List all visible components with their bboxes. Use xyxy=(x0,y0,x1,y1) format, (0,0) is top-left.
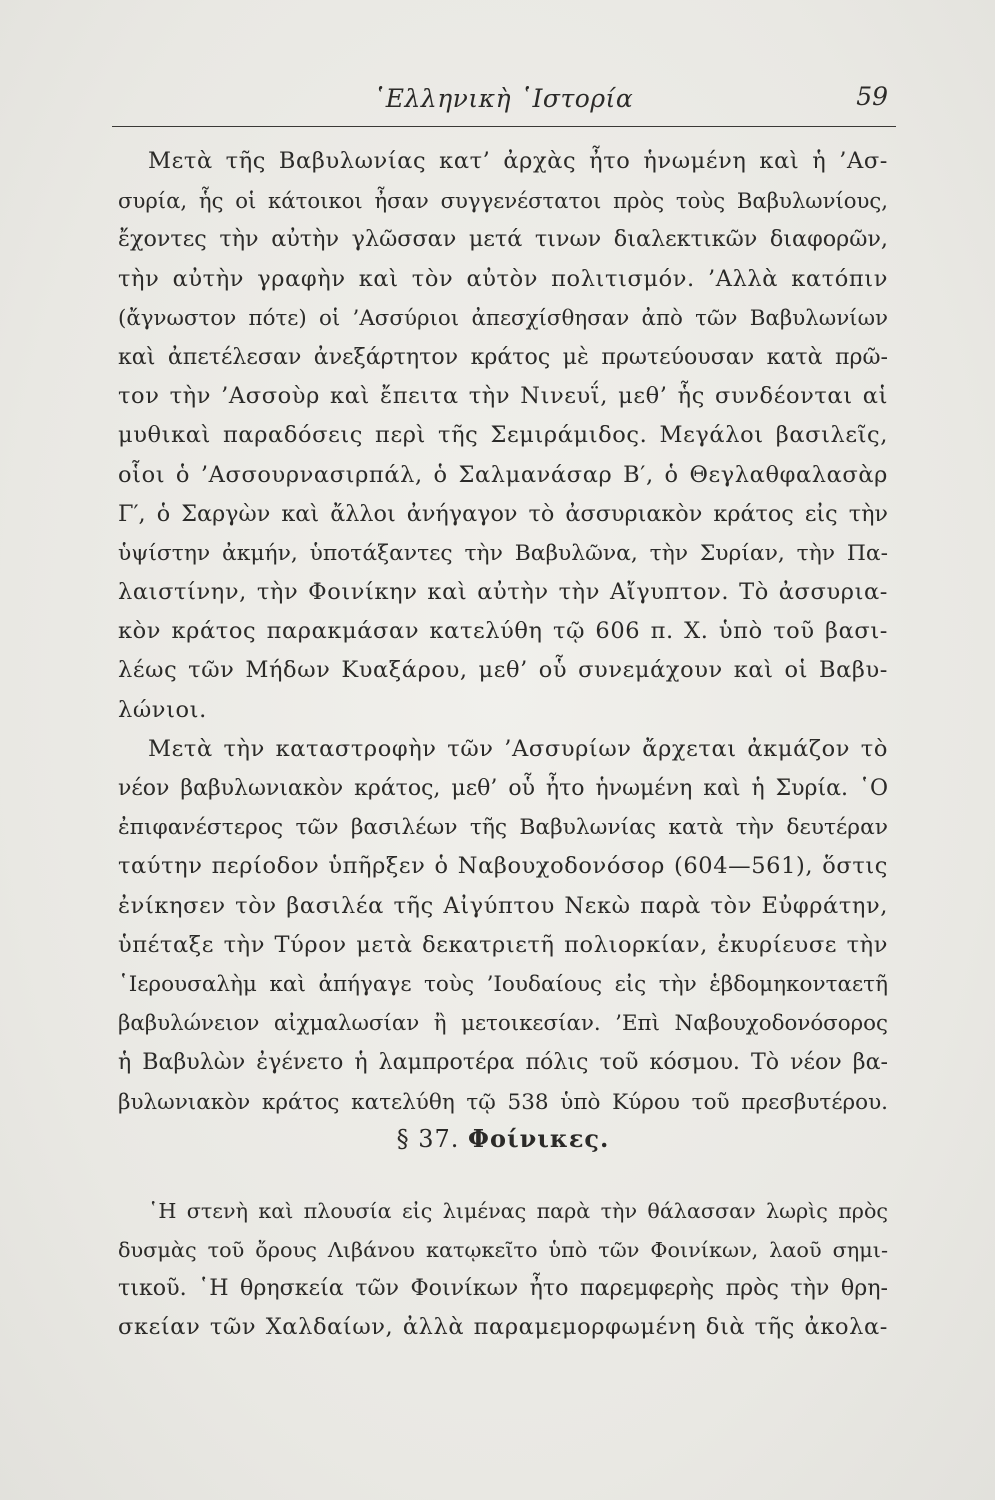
text-line: (ἄγνωστον πότε) οἱ ’Ασσύριοι ἀπεσχίσθησαν ἀπὸ τῶν Βαβυλωνίων xyxy=(118,305,888,331)
text-line: ἐνίκησεν τὸν βασιλέα τῆς Αἰγύπτου Νεκὼ παρὰ τὸν Εὐφράτην, xyxy=(118,892,888,919)
text-line: λαιστίνην, τὴν Φοινίκην καὶ αὐτὴν τὴν Αἴγυπτον. Τὸ ἀσσυρια- xyxy=(118,579,888,606)
text-line: τον τὴν ’Ασσοὺρ καὶ ἔπειτα τὴν Νινευΐ, μεθ’ ἧς συνδέονται αἱ xyxy=(118,383,888,410)
section-title: Φοίνικες. xyxy=(468,1124,610,1153)
text-line: ὑπέταξε τὴν Τύρον μετὰ δεκατριετῆ πολιορκίαν, ἐκυρίευσε τὴν xyxy=(118,931,888,958)
text-line: Γ′, ὁ Σαργὼν καὶ ἄλλοι ἀνήγαγον τὸ ἀσσυριακὸν κράτος εἰς τὴν xyxy=(118,500,888,527)
section-heading xyxy=(118,1124,888,1153)
text-line: ἡ Βαβυλὼν ἐγένετο ἡ λαμπροτέρα πόλις τοῦ κόσμου. Τὸ νέον βα- xyxy=(118,1049,888,1076)
paragraph-assyria xyxy=(118,142,888,730)
text-line: καὶ ἀπετέλεσαν ἀνεξάρτητον κράτος μὲ πρωτεύουσαν κατὰ πρῶ- xyxy=(118,343,888,370)
paragraph-neo-babylonian xyxy=(118,730,888,1122)
text-line: λώνιοι. xyxy=(118,696,207,723)
text-line: κὸν κράτος παρακμάσαν κατελύθη τῷ 606 π. Χ. ὑπὸ τοῦ βασι- xyxy=(118,618,888,645)
text-line: μυθικαὶ παραδόσεις περὶ τῆς Σεμιράμιδος. Μεγάλοι βασιλεῖς, xyxy=(118,422,888,449)
running-title: ῾Ελληνικὴ ῾Ιστορία xyxy=(372,84,634,113)
text-line: τικοῦ. ῾Η θρησκεία τῶν Φοινίκων ἦτο παρεμφερὴς πρὸς τὴν θρη- xyxy=(118,1275,888,1301)
text-line: ἐπιφανέστερος τῶν βασιλέων τῆς Βαβυλωνίας κατὰ τὴν δευτέραν xyxy=(118,815,888,841)
page-number: 59 xyxy=(856,82,888,111)
text-line: συρία, ἧς οἱ κάτοικοι ἦσαν συγγενέστατοι πρὸς τοὺς Βαβυλωνίους, xyxy=(118,188,888,214)
paragraph-phoenicians xyxy=(118,1192,888,1346)
text-line: σκείαν τῶν Χαλδαίων, ἀλλὰ παραμεμορφωμένη διὰ τῆς ἀκολα- xyxy=(118,1313,888,1340)
section-number: § 37. xyxy=(396,1125,460,1153)
text-line: Μετὰ τῆς Βαβυλωνίας κατ’ ἀρχὰς ἦτο ἡνωμένη καὶ ἡ ’Ασ- xyxy=(148,148,888,174)
text-line: νέον βαβυλωνιακὸν κράτος, μεθ’ οὗ ἦτο ἡνωμένη καὶ ἡ Συρία. ῾Ο xyxy=(118,776,888,801)
text-line: βαβυλώνειον αἰχμαλωσίαν ἢ μετοικεσίαν. ’Επὶ Ναβουχοδονόσορος xyxy=(118,1011,888,1037)
text-line: ῾Ιερουσαλὴμ καὶ ἀπήγαγε τοὺς ’Ιουδαίους εἰς τὴν ἑβδομηκονταετῆ xyxy=(118,971,888,997)
text-line: ταύτην περίοδον ὑπῆρξεν ὁ Ναβουχοδονόσορ (604—561), ὅστις xyxy=(118,853,888,880)
text-line: Μετὰ τὴν καταστροφὴν τῶν ’Ασσυρίων ἄρχεται ἀκμάζον τὸ xyxy=(148,735,888,762)
body-text xyxy=(118,142,888,1122)
text-line: λέως τῶν Μήδων Κυαξάρου, μεθ’ οὗ συνεμάχουν καὶ οἱ Βαβυ- xyxy=(118,657,888,684)
header-rule xyxy=(112,126,896,127)
text-line: ῾Η στενὴ καὶ πλουσία εἰς λιμένας παρὰ τὴν θάλασσαν λωρὶς πρὸς xyxy=(148,1199,888,1223)
text-line: τὴν αὐτὴν γραφὴν καὶ τὸν αὐτὸν πολιτισμόν. ’Αλλὰ κατόπιν xyxy=(118,265,888,292)
text-line: ἔχοντες τὴν αὐτὴν γλῶσσαν μετά τινων διαλεκτικῶν διαφορῶν, xyxy=(118,226,888,253)
text-line: δυσμὰς τοῦ ὄρους Λιβάνου κατῳκεῖτο ὑπὸ τῶν Φοινίκων, λαοῦ σημι- xyxy=(118,1237,888,1262)
text-line: ὑψίστην ἀκμήν, ὑποτάξαντες τὴν Βαβυλῶνα, τὴν Συρίαν, τὴν Πα- xyxy=(118,540,888,566)
text-line: οἷοι ὁ ’Ασσουρνασιρπάλ, ὁ Σαλμανάσαρ Β′, ὁ Θεγλαθφαλασὰρ xyxy=(118,461,888,488)
text-line: βυλωνιακὸν κράτος κατελύθη τῷ 538 ὑπὸ Κύρου τοῦ πρεσβυτέρου. xyxy=(118,1089,888,1115)
page-header xyxy=(118,80,888,120)
